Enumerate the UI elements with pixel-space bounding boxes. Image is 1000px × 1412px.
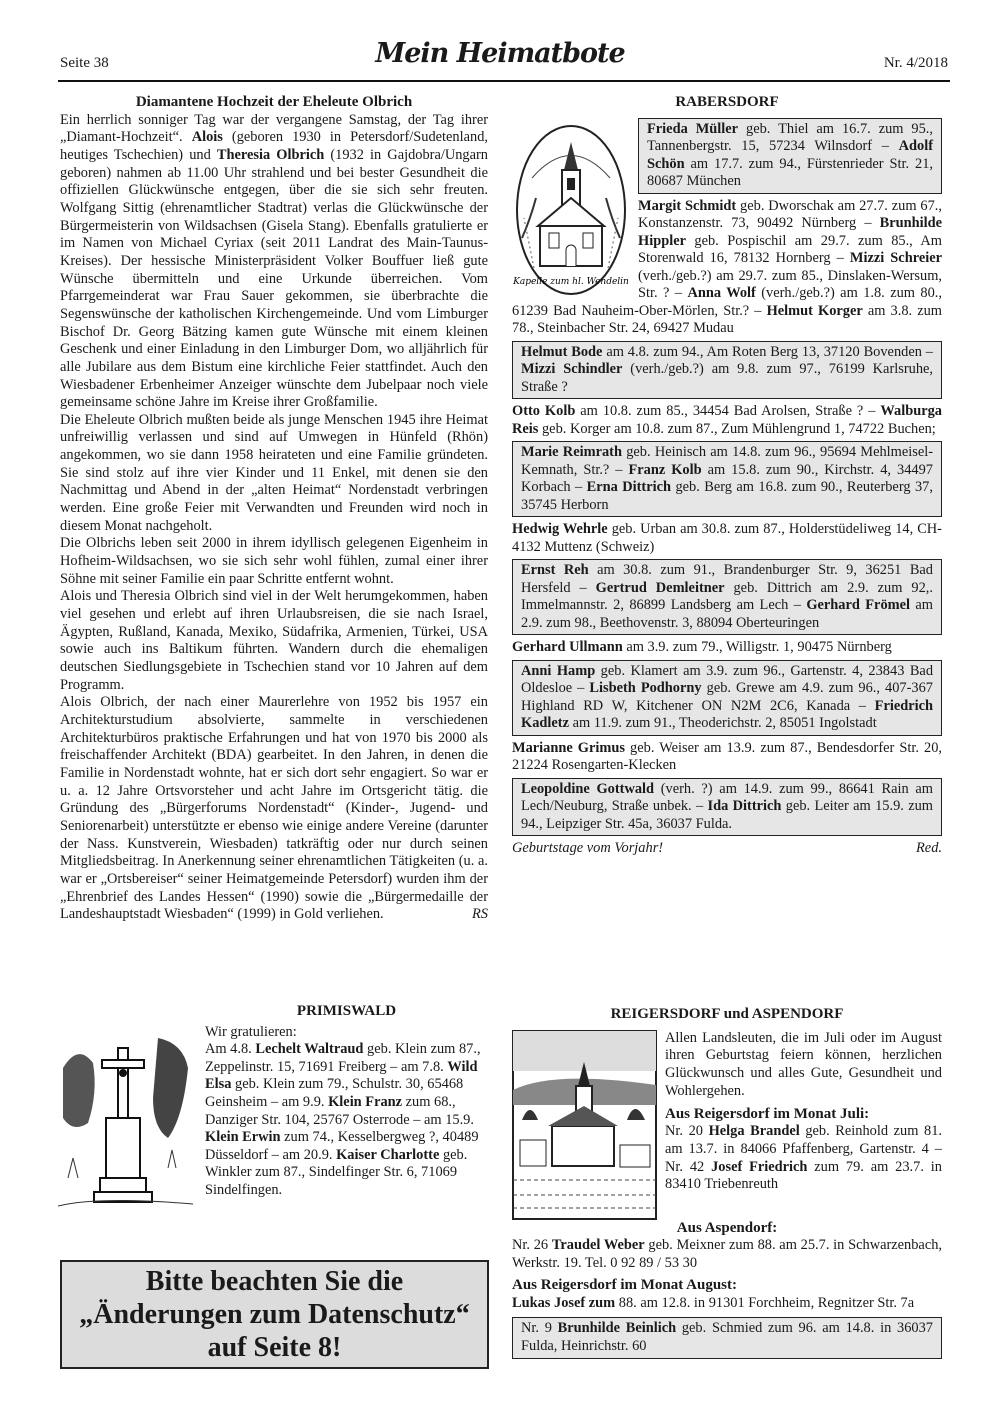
author-signature: RS — [472, 906, 488, 923]
reigersdorf-section — [512, 1006, 942, 1363]
birthday-list: Lukas Josef zum 88. am 12.8. in 91301 Forchheim, Regnitzer Str. 7a — [512, 1294, 915, 1311]
diamond-wedding-article — [60, 94, 488, 924]
editor-signature: Red. — [916, 840, 942, 856]
birthday-entry-box: Leopoldine Gottwald (verh. ?) am 14.9. zum 99., 86641 Rain am Lech/Neuburg, Straße unbek. – Ida Dittrich geb. Leiter am 15.9. zum 94., Leipziger Str. 45a, 36037 Fulda. — [512, 778, 942, 837]
article-paragraph: Alois und Theresia Olbrich sind viel in der Welt herumgekommen, haben viel gesehen und erlebt auf ihren Urlaubsreisen, die sie nach Israel, Ägypten, Rußland, Kanada, Mexiko, Südafrika, Armenien, Türkei, USA sowie auch ins Baltikum führten. Wandern durch die ehemaligen deutschen Siedlungsgebiete in Tschechien stand vor 10 Jahren auf dem Programm. — [60, 588, 488, 693]
footer-note: Geburtstage vom Vorjahr! — [512, 840, 664, 856]
greeting-intro: Wir gratulieren: — [205, 1023, 297, 1040]
wayside-cross-illustration — [58, 1028, 193, 1213]
birthday-list: Am 4.8. Lechelt Waltraud geb. Klein zum 87., Zeppelinstr. 15, 71691 Freiberg – am 7.8. Wild Elsa geb. Klein zum 79., Schulstr. 30, 65468 Geinsheim – am 9.9. Klein Franz zum 68., Danziger Str. 104, 25767 Osterrode – am 15.9. Klein Erwin zum 74., Kesselbergweg ?, 40489 Düsseldorf – am 20.9. Kaiser Charlotte geb. Winkler zum 87., Sindelfinger Str. 6, 71069 Sindelfingen. — [205, 1041, 481, 1198]
article-paragraph: Ein herrlich sonniger Tag war der vergangene Samstag, der Tag ihrer „Diamant-Hochzeit“. Alois (geboren 1930 in Petersdorf/Sudetenland, heutiges Tschechien) und Theresia Olbrich (1932 in Gajdobra/Ungarn geboren) nahmen ab 11.00 Uhr strahlend und bei bester Gesundheit die offiziellen Glückwünsche entgegen, über die sie sich sehr freuten. Wolfgang Sittig (ehrenamtlicher Stadtrat) verlas die Glückwünsche der Bürgermeisterin von Wildsachsen (Gisela Stang). Ebenfalls gratulierte er im Namen von Michael Cyriax (seit 2011 Landrat des Main-Taunus-Kreises). Der hessische Ministerpräsident Volker Bouffuer ließ gute Wünsche übermitteln und eine Urkunde überreichen. Vom Pfarrgemeinderat war Frau Sauer gekommen, sie überbrachte die Segenswünsche der katholischen Kirchengemeinde. Und vom Limburger Bischof Dr. Georg Bätzing kamen gute Wünsche mit einem kleinen Geschenk und einer Einladung in den Limburger Dom, wo alljährlich für alle Jubilare aus dem Bistum eine kirchliche Feier stattfindet. Auch den Wiesbadener Erbenheimer Anzeiger wünschte dem Jubelpaar noch viele gemeinsame schöne Jahre im Kreise ihrer Großfamilie. — [60, 111, 488, 411]
section-title: REIGERSDORF und ASPENDORF — [610, 1006, 844, 1022]
birthday-entry-box: Marie Reimrath geb. Heinisch am 14.8. zum 96., 95694 Mehlmeisel-Kemnath, Str.? – Franz Kolb am 15.8. zum 90., Kirchstr. 4, 34497 Korbach – Erna Dittrich geb. Berg am 16.8. zum 90., Reuterberg 37, 35745 Herborn — [512, 441, 942, 517]
newspaper-masthead: Mein Heimatbote — [375, 38, 625, 69]
rabersdorf-section — [512, 94, 942, 858]
birthday-entry: Otto Kolb am 10.8. zum 85., 34454 Bad Arolsen, Straße ? – Walburga Reis geb. Korger am 10.8. zum 87., Zum Mühlengrund 1, 74722 Buchen; — [512, 403, 942, 437]
section-title: RABERSDORF — [675, 94, 779, 110]
privacy-notice-box — [60, 1260, 489, 1369]
issue-number: Nr. 4/2018 — [883, 55, 948, 71]
birthday-entry-box: Ernst Reh am 30.8. zum 91., Brandenburger Str. 9, 36251 Bad Hersfeld – Gertrud Demleitner geb. Dittrich am 2.9. zum 92,. Immelmannstr. 2, 86899 Landsberg am Lech – Gerhard Frömel am 2.9. zum 98., Beethovenstr. 3, 88094 Oberteuringen — [512, 559, 942, 635]
page-number: Seite 38 — [60, 55, 109, 71]
notice-line: „Änderungen zum Datenschutz“ — [79, 1299, 470, 1330]
article-paragraph: Alois Olbrich, der nach einer Maurerlehre von 1952 bis 1957 ein Architekturstudium absolvierte, sammelte in verschiedenen Architekturbüros praktische Erfahrungen und hat von 1970 bis 2000 als freischaffender Architekt (BDA) gearbeitet. In den Jahren, in denen die Familie in Nordenstadt wohnte, hat er sich dort sehr engagiert. So war er u. a. 12 Jahre Ortsvorsteher und acht Jahre im Ortsgericht tätig. die Gründung des „Bürgerforums Nordenstadt“ (Kinder-, Jugend- und Seniorenarbeit) unterstützte er ebenso wie einige andere Vereine (darunter der Nass. Kunstverein, Wiesbaden) tatkräftig oder nur durch seinen Mitgliedsbeitrag. In Anerkennung seiner ehrenamtlichen Tätigkeiten (u. a. war er „Ortsbereiser“ seiner Heimatgemeinde Petersdorf) wurden ihm der „Ehrenbrief des Landes Hessen“ (1990) sowie die „Bürgermedaille der Landeshauptstadt Wiesbaden“ (1999) in Gold verliehen. RS — [60, 694, 488, 923]
header-rule — [58, 80, 950, 82]
primiswald-section — [205, 1003, 488, 1200]
article-paragraph: Die Eheleute Olbrich mußten beide als junge Menschen 1945 ihre Heimat unfreiwillig verlassen und sind auf Umwegen in Hünfeld (Rhön) angekommen, wo sie dann 1958 heirateten und eine Familie gründeten. Sie sind stolz auf ihre vier Kinder und 11 Enkel, mit denen sie den Nachmittag und Abend in der „alten Heimat“ Nordenstadt verbringen werden. Eine große Feier mit Verwandten und Freunden wird noch in diesem Monat nachgeholt. — [60, 411, 488, 534]
birthday-entry-box: Helmut Bode am 4.8. zum 94., Am Roten Berg 13, 37120 Bovenden – Mizzi Schindler (verh./geb.?) am 9.8. zum 97., 76199 Karlsruhe, Straße ? — [512, 341, 942, 400]
svg-text:Kapelle zum hl. Wendelin: Kapelle zum hl. Wendelin — [513, 276, 629, 287]
birthday-entry: Margit Schmidt geb. Dworschak am 27.7. zum 67., Konstanzenstr. 73, 90492 Nürnberg – Brunhilde Hippler geb. Pospischil am 29.7. zum 85., Am Storenwald 16, 78132 Hornberg – Mizzi Schreier (verh./geb.?) am 29.7. zum 85., Dinslaken-Wersum, Str. ? – Anna Wolf (verh./geb.?) am 1.8. zum 80., 61239 Bad Nauheim-Ober-Mörlen, Str.? – Helmut Korger am 3.8. zum 78., Steinbacher Str. 24, 69427 Mudau — [512, 197, 942, 336]
notice-line: Bitte beachten Sie die — [145, 1266, 404, 1297]
section-footer — [512, 840, 942, 858]
birthday-entry-box: Frieda Müller geb. Thiel am 16.7. zum 95., Tannenbergstr. 15, 57234 Wilnsdorf – Adolf Schön am 17.7. zum 94., Fürstenrieder Str. 21, 80687 München — [638, 118, 942, 194]
birthday-entry-box: Anni Hamp geb. Klamert am 3.9. zum 96., Gartenstr. 4, 23843 Bad Oldesloe – Lisbeth Podhorny geb. Grewe am 4.9. zum 96., 407-367 Highland RD W, Kitchener ON N2M 2C6, Kanada – Friedrich Kadletz am 11.9. zum 91., Theoderichstr. 2, 85051 Ingolstadt — [512, 660, 942, 736]
birthday-entry-box: Nr. 9 Brunhilde Beinlich geb. Schmied zum 96. am 14.8. in 36037 Fulda, Heinrichstr. 60 — [512, 1317, 942, 1358]
subsection-title: Aus Aspendorf: — [676, 1219, 778, 1236]
birthday-list: Nr. 26 Traudel Weber geb. Meixner zum 88. am 25.7. in Schwarzenbach, Werkstr. 19. Tel. 0 92 89 / 53 30 — [512, 1237, 943, 1272]
article-title: Diamantene Hochzeit der Eheleute Olbrich — [135, 94, 413, 110]
subsection-title: Aus Reigersdorf im Monat August: — [512, 1276, 737, 1293]
village-church-illustration — [512, 1030, 657, 1220]
birthday-entry: Hedwig Wehrle geb. Urban am 30.8. zum 87., Holderstüdeliweg 14, CH-4132 Muttenz (Schweiz) — [512, 521, 942, 555]
birthday-entry: Marianne Grimus geb. Weiser am 13.9. zum 87., Bendesdorfer Str. 20, 21224 Rosengarten-Klecken — [512, 739, 942, 773]
article-paragraph: Die Olbrichs leben seit 2000 in ihrem idyllisch gelegenen Eigenheim in Hofheim-Wildsachsen, wo sie sich sehr wohl fühlen, zumal einer ihrer Söhne mit seiner Familie ein paar Schritte entfernt wohnt. — [60, 535, 488, 587]
chapel-stamp-illustration — [512, 118, 630, 296]
subsection-title: Aus Reigersdorf im Monat Juli: — [665, 1105, 870, 1122]
greeting-intro: Allen Landsleuten, die im Juli oder im August ihren Geburtstag feiern können, herzlichen Glückwunsch und alles Gute, Gesundheit und Wohlergehen. — [665, 1029, 942, 1099]
notice-line: auf Seite 8! — [207, 1332, 342, 1363]
section-title: PRIMISWALD — [296, 1003, 397, 1019]
birthday-entry: Gerhard Ullmann am 3.9. zum 79., Willigstr. 1, 90475 Nürnberg — [512, 639, 892, 655]
birthday-list: Nr. 20 Helga Brandel geb. Reinhold zum 81. am 13.7. in 84066 Pfaffenberg, Gartenstr. 4 – Nr. 42 Josef Friedrich zum 79. am 23.7. in 83410 Triebenreuth — [665, 1123, 943, 1193]
